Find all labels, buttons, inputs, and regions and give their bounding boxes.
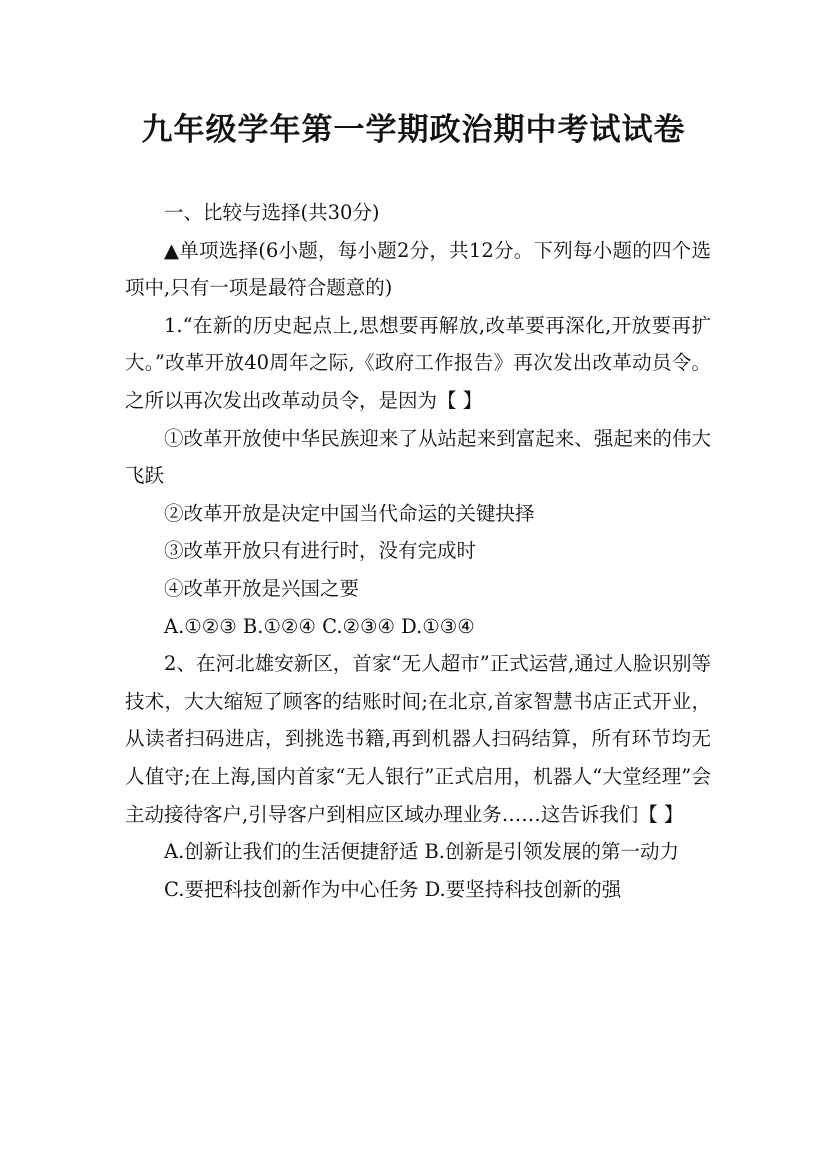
document-title: 九年级学年第一学期政治期中考试试卷 xyxy=(141,112,686,148)
question-1-stem: 1.“在新的历史起点上,思想要再解放,改革要再深化,开放要再扩大。”改革开放40周年之际,《政府工作报告》再次发出改革动员令。之所以再次发出改革动员令，是因为【 】 xyxy=(125,313,711,412)
question-1-options: A.①②③ B.①②④ C.②③④ D.①③④ xyxy=(164,614,475,638)
question-1-statement-1: ①改革开放使中华民族迎来了从站起来到富起来、强起来的伟大飞跃 xyxy=(125,426,711,488)
document-body xyxy=(125,194,711,908)
instructions: ▲单项选择(6小题，每小题2分，共12分。下列每小题的四个选项中,只有一项是最符合题意的) xyxy=(125,238,711,300)
question-2-options-cd: C.要把科技创新作为中心任务 D.要坚持科技创新的强 xyxy=(164,877,622,901)
question-1-statement-4: ④改革开放是兴国之要 xyxy=(164,576,360,600)
question-2-options-ab: A.创新让我们的生活便捷舒适 B.创新是引领发展的第一动力 xyxy=(164,840,680,864)
question-1-statement-3: ③改革开放只有进行时，没有完成时 xyxy=(164,539,477,563)
section-heading: 一、比较与选择(共30分) xyxy=(164,201,380,224)
question-2-stem: 2、在河北雄安新区，首家“无人超市”正式运营,通过人脸识别等技术，大大缩短了顾客的结账时间;在北京,首家智慧书店正式开业，从读者扫码进店，到挑选书籍,再到机器人扫码结算，所有环节均无人值守;在上海,国内首家“无人银行”正式启用，机器人“大堂经理”会主动接待客户,引导客户到相应区域办理业务……这告诉我们【 】 xyxy=(125,652,711,826)
question-1-statement-2: ②改革开放是决定中国当代命运的关键抉择 xyxy=(164,501,535,525)
